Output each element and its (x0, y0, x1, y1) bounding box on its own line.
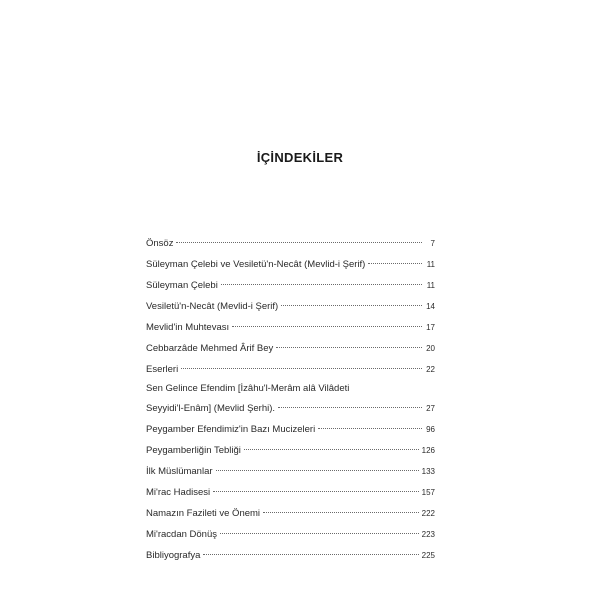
toc-entry-label: Mevlid'in Muhtevası (146, 322, 230, 333)
toc-entry-label: Eserleri (146, 364, 179, 375)
toc-entry-label: Peygamberliğin Tebliği (146, 445, 241, 456)
toc-entry-page: 223 (421, 530, 435, 539)
dot-leader (181, 368, 422, 369)
toc-entry-label: Önsöz (146, 238, 174, 249)
toc-entry-page: 17 (426, 323, 435, 332)
toc-entry (146, 524, 435, 545)
toc-entry-page: 20 (426, 344, 435, 353)
dot-leader (318, 428, 422, 429)
toc-entry-label: Süleyman Çelebi (146, 280, 218, 291)
toc-entry-page: 157 (421, 488, 435, 497)
dot-leader (176, 242, 422, 243)
toc-entry (146, 503, 435, 524)
dot-leader (232, 326, 422, 327)
toc-entry-label: Namazın Fazileti ve Önemi (146, 508, 261, 519)
dot-leader (281, 305, 422, 306)
dot-leader (221, 284, 422, 285)
toc-entry (146, 461, 435, 482)
toc-entry (146, 359, 435, 380)
toc-entry-page: 11 (426, 260, 435, 269)
toc-entry-page: 222 (421, 509, 435, 518)
dot-leader (220, 533, 419, 534)
toc-entry-label: Bibliyografya (146, 550, 201, 561)
dot-leader (213, 491, 419, 492)
toc-entry (146, 419, 435, 440)
toc-entry (146, 338, 435, 359)
toc-entry (146, 254, 435, 275)
dot-leader (278, 407, 422, 408)
toc-list (146, 233, 435, 566)
toc-entry-label-line1: Sen Gelince Efendim [İzâhu'l-Merâm alâ Vilâdeti (146, 383, 350, 394)
dot-leader (368, 263, 422, 264)
toc-title: İÇİNDEKİLER (256, 150, 344, 165)
dot-leader (244, 449, 419, 450)
toc-entry-page: 96 (426, 425, 435, 434)
toc-entry-page: 11 (426, 281, 435, 290)
toc-entry (146, 380, 435, 419)
toc-entry-page: 133 (421, 467, 435, 476)
toc-entry (146, 482, 435, 503)
toc-entry-label: Vesiletü'n-Necât (Mevlid-i Şerif) (146, 301, 279, 312)
toc-entry (146, 233, 435, 254)
toc-entry (146, 296, 435, 317)
toc-entry-page: 7 (430, 239, 435, 248)
toc-entry (146, 440, 435, 461)
toc-entry-label: Süleyman Çelebi ve Vesiletü'n-Necât (Mevlid-i Şerif) (146, 259, 366, 270)
toc-entry (146, 317, 435, 338)
toc-entry-label: Seyyidi'l-Enâm] (Mevlid Şerhi). (146, 403, 276, 414)
toc-entry-page: 126 (421, 446, 435, 455)
toc-entry-label: Mi'racdan Dönüş (146, 529, 217, 540)
toc-entry (146, 545, 435, 566)
dot-leader (276, 347, 422, 348)
toc-entry-label: İlk Müslümanlar (146, 466, 213, 477)
toc-entry-page: 14 (426, 302, 435, 311)
toc-entry-label: Peygamber Efendimiz'in Bazı Mucizeleri (146, 424, 316, 435)
toc-entry-page: 225 (421, 551, 435, 560)
dot-leader (203, 554, 418, 555)
toc-entry (146, 275, 435, 296)
dot-leader (263, 512, 419, 513)
toc-entry-label: Mi'rac Hadisesi (146, 487, 211, 498)
toc-entry-label: Cebbarzâde Mehmed Ârif Bey (146, 343, 274, 354)
toc-entry-page: 22 (426, 365, 435, 374)
toc-entry-page: 27 (426, 404, 435, 413)
dot-leader (216, 470, 419, 471)
